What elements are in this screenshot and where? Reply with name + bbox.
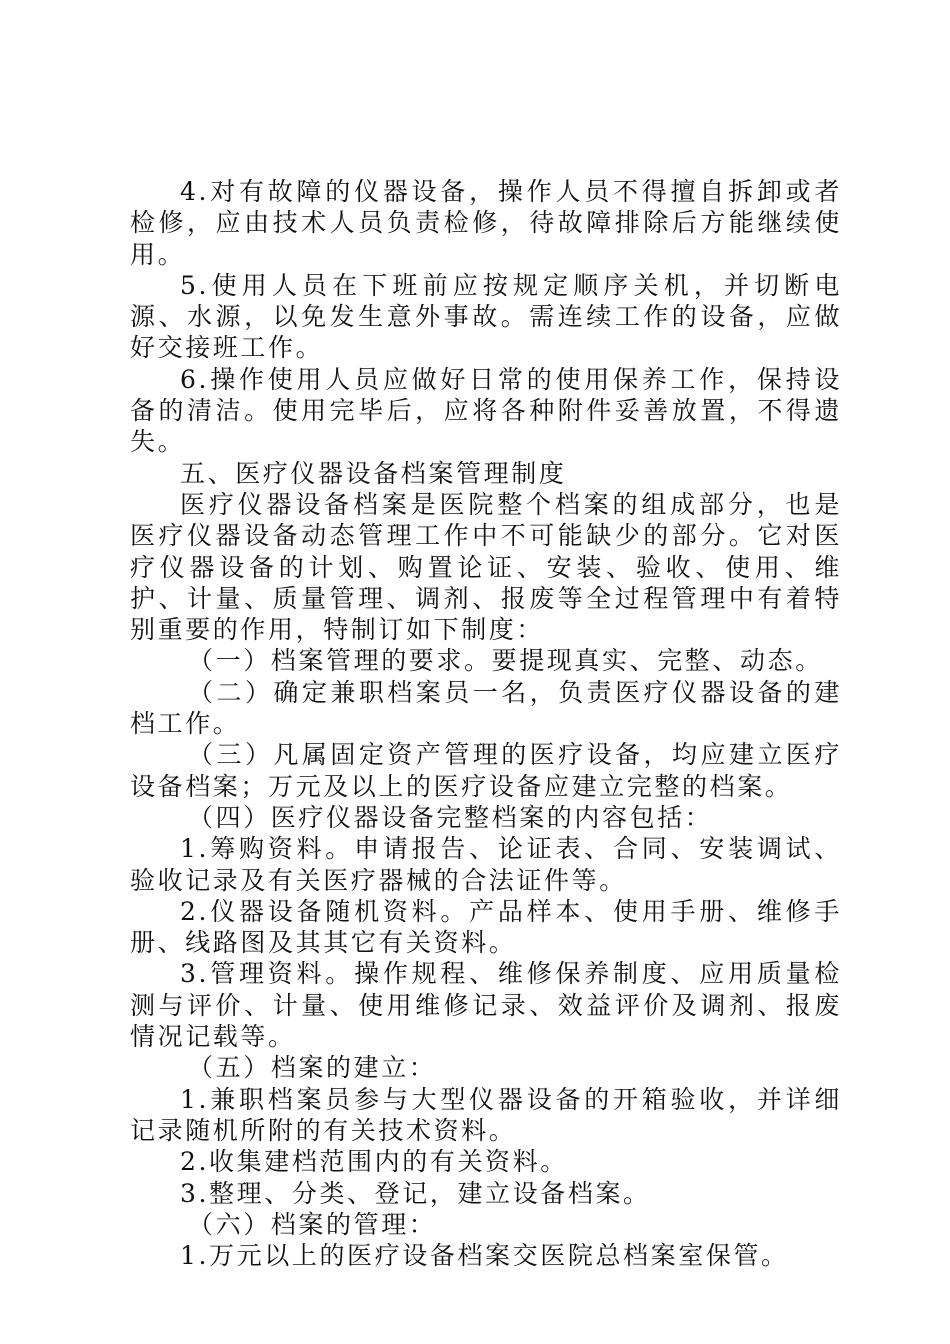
clause-3: （三）凡属固定资产管理的医疗设备，均应建立医疗设备档案；万元及以上的医疗设备应建立完整的档案。 <box>130 740 842 801</box>
clause-4: （四）医疗仪器设备完整档案的内容包括： <box>188 802 713 832</box>
paragraph-item-5: 5.使用人员在下班前应按规定顺序关机，并切断电源、水源，以免发生意外事故。需连续工作的设备，应做好交接班工作。 <box>130 270 842 363</box>
clause-5: （五）档案的建立： <box>188 1053 437 1083</box>
clause-1: （一）档案管理的要求。要提现真实、完整、动态。 <box>188 646 823 676</box>
clause-4-item-2: 2.仪器设备随机资料。产品样本、使用手册、维修手册、线路图及其其它有关资料。 <box>130 896 842 958</box>
clause-5-item-1: 1.兼职档案员参与大型仪器设备的开箱验收，并详细记录随机所附的有关技术资料。 <box>130 1084 842 1145</box>
section-heading: 五、医疗仪器设备档案管理制度 <box>180 458 567 488</box>
clause-4-item-3: 3.管理资料。操作规程、维修保养制度、应用质量检测与评价、计量、使用维修记录、效益评价及调剂、报废情况记载等。 <box>130 959 842 1052</box>
section-intro: 医疗仪器设备档案是医院整个档案的组成部分，也是医疗仪器设备动态管理工作中不可能缺少的部分。它对医疗仪器设备的计划、购置论证、安装、验收、使用、维护、计量、质量管理、调剂、报废等全过程管理中有着特别重要的作用，特制订如下制度： <box>130 489 842 645</box>
clause-5-item-3: 3.整理、分类、登记，建立设备档案。 <box>180 1178 651 1208</box>
document-body <box>130 176 842 1271</box>
clause-2: （二）确定兼职档案员一名，负责医疗仪器设备的建档工作。 <box>130 677 842 739</box>
paragraph-item-4: 4.对有故障的仪器设备，操作人员不得擅自拆卸或者检修，应由技术人员负责检修，待故障排除后方能继续使用。 <box>130 177 842 269</box>
clause-6-item-1: 1.万元以上的医疗设备档案交医院总档案室保管。 <box>180 1241 789 1271</box>
clause-5-item-2: 2.收集建档范围内的有关资料。 <box>180 1147 568 1177</box>
clause-4-item-1: 1.筹购资料。申请报告、论证表、合同、安装调试、验收记录及有关医疗器械的合法证件等。 <box>130 834 842 895</box>
clause-6: （六）档案的管理： <box>188 1209 437 1239</box>
paragraph-item-6: 6.操作使用人员应做好日常的使用保养工作，保持设备的清洁。使用完毕后，应将各种附件妥善放置，不得遗失。 <box>130 364 842 457</box>
